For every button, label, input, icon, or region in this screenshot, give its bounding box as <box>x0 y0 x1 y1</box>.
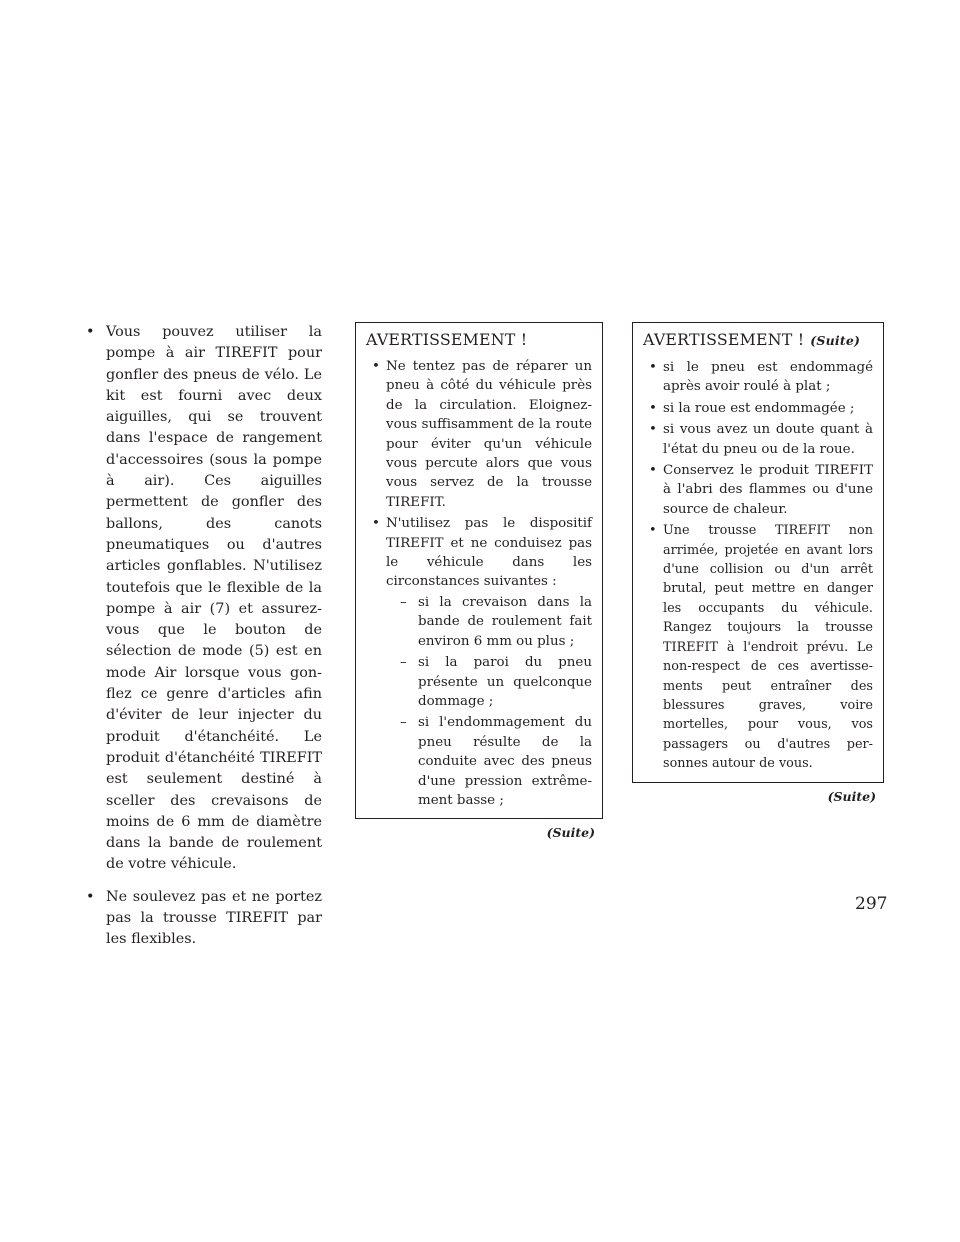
continued-label: (Suite) <box>546 825 595 841</box>
warning-title <box>643 329 873 352</box>
continued-label: (Suite) <box>827 788 876 804</box>
warning-item: • Une trousse TIREFIT non arrimée, projetée en avant lors d'une collision ou d'un arrêt brutal, peut mettre en danger les occupants du véhicule. Rangez toujours la trousse TIREFIT à l'endroit prévu. Le non-respect de ces avertissements peut entraîner des blessures graves, voire mortelles, pour vous, vos passagers ou d'autres personnes autour de vous. <box>643 521 873 773</box>
page-number: 297 <box>855 894 888 914</box>
middle-column <box>355 322 603 840</box>
warning-item: • Conservez le produit TIREFIT à l'abri des flammes ou d'une source de chaleur. <box>643 461 873 519</box>
warning-title-text: AVERTISSEMENT ! <box>643 330 805 349</box>
warning-item: • Ne tentez pas de réparer un pneu à côté du véhicule près de la circulation. Eloignez-vous suffisamment de la route pour éviter qu'un véhicule vous percute alors que vous vous servez de la trousse TIREFIT. <box>366 357 592 512</box>
warning-subitem: – si la paroi du pneu présente un quelconque dommage ; <box>386 653 592 711</box>
warning-sublist <box>386 593 592 810</box>
warning-item: • si la roue est endommagée ; <box>643 399 873 418</box>
warning-subitem: – si l'endommagement du pneu résulte de la conduite avec des pneus d'une pression extrêmement basse ; <box>386 713 592 810</box>
warning-title-text: AVERTISSEMENT ! <box>366 330 528 349</box>
warning-list <box>643 358 873 774</box>
warning-item: • si vous avez un doute quant à l'état du pneu ou de la roue. <box>643 420 873 459</box>
left-column <box>78 322 322 962</box>
warning-item: • si le pneu est endommagé après avoir roulé à plat ; <box>643 358 873 397</box>
warning-title <box>366 329 592 351</box>
right-column <box>632 322 884 804</box>
bullet-list <box>78 322 322 951</box>
warning-item-text: N'utilisez pas le dispositif TIREFIT et ne conduisez pas le véhicule dans les circonstances suivantes : <box>386 516 592 590</box>
warning-box <box>355 322 603 819</box>
warning-box-continued <box>632 322 884 783</box>
list-item: • Ne soulevez pas et ne portez pas la trousse TIREFIT par les flexibles. <box>78 887 322 951</box>
list-item: • Vous pouvez utiliser la pompe à air TIREFIT pour gonfler des pneus de vélo. Le kit est fourni avec deux aiguilles, qui se trouvent dans l'espace de rangement d'accessoires (sous la pompe à air). Ces aiguilles permettent de gonfler des ballons, des canots pneumatiques ou d'autres articles gonflables. N'utilisez toutefois que le flexible de la pompe à air (7) et assurez-vous que le bouton de sélection de mode (5) est en mode Air lorsque vous gonflez ce genre d'articles afin d'éviter de leur injecter du produit d'étanchéité. Le produit d'étanchéité TIREFIT est seulement destiné à sceller des crevaisons de moins de 6 mm de diamètre dans la bande de roulement de votre véhicule. <box>78 322 322 876</box>
warning-subitem: – si la crevaison dans la bande de roulement fait environ 6 mm ou plus ; <box>386 593 592 651</box>
warning-title-continued: (Suite) <box>810 333 861 348</box>
warning-item <box>366 514 592 810</box>
warning-list <box>366 357 592 810</box>
